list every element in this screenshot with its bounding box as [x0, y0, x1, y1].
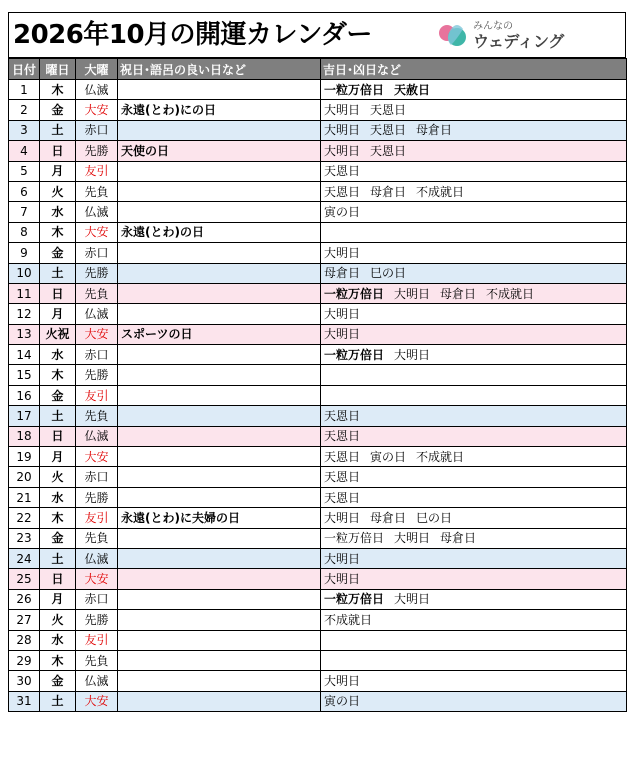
lucky-cell: [321, 650, 627, 670]
table-row: [9, 610, 627, 630]
rokuyo-cell: 大安: [76, 222, 118, 242]
holiday-cell: [118, 385, 321, 405]
day-cell: 22: [9, 508, 40, 528]
day-cell: 18: [9, 426, 40, 446]
weekday-cell: 金: [40, 528, 76, 548]
lucky-cell: [321, 345, 627, 365]
table-row: [9, 548, 627, 568]
lucky-day-label: 天恩日: [370, 103, 407, 118]
header-rokuyo: 大曜: [76, 59, 118, 80]
weekday-cell: 月: [40, 589, 76, 609]
lucky-cell: [321, 161, 627, 181]
holiday-cell: [118, 467, 321, 487]
lucky-day-label: 一粒万倍日: [324, 592, 385, 607]
holiday-cell: [118, 528, 321, 548]
lucky-cell: [321, 467, 627, 487]
holiday-cell: [118, 120, 321, 140]
holiday-cell: [118, 487, 321, 507]
table-row: [9, 120, 627, 140]
rokuyo-cell: 先勝: [76, 141, 118, 161]
calendar-table: [8, 58, 627, 712]
day-cell: 6: [9, 181, 40, 201]
lucky-day-label: 母倉日: [370, 510, 407, 525]
lucky-day-label: 母倉日: [370, 184, 407, 199]
day-cell: 17: [9, 406, 40, 426]
table-row: [9, 181, 627, 201]
lucky-day-label: 天恩日: [324, 184, 361, 199]
day-cell: 29: [9, 650, 40, 670]
header-weekday: 曜日: [40, 59, 76, 80]
header-row: [9, 59, 627, 80]
holiday-cell: [118, 569, 321, 589]
rokuyo-cell: 友引: [76, 385, 118, 405]
lucky-cell: [321, 120, 627, 140]
rokuyo-cell: 大安: [76, 324, 118, 344]
title-bar: [8, 12, 626, 58]
rokuyo-cell: 仏滅: [76, 426, 118, 446]
lucky-day-label: 大明日: [324, 327, 361, 342]
lucky-cell: [321, 283, 627, 303]
header-holiday: 祝日･語呂の良い日など: [118, 59, 321, 80]
table-row: [9, 304, 627, 324]
table-row: [9, 671, 627, 691]
lucky-cell: [321, 304, 627, 324]
day-cell: 2: [9, 100, 40, 120]
table-row: [9, 406, 627, 426]
lucky-day-label: 母倉日: [416, 123, 453, 138]
rokuyo-cell: 大安: [76, 447, 118, 467]
lucky-day-label: 一粒万倍日: [324, 82, 385, 97]
rokuyo-cell: 赤口: [76, 589, 118, 609]
lucky-cell: [321, 528, 627, 548]
rokuyo-cell: 先負: [76, 181, 118, 201]
brand-logo: [437, 19, 587, 53]
day-cell: 30: [9, 671, 40, 691]
table-row: [9, 487, 627, 507]
day-cell: 26: [9, 589, 40, 609]
table-row: [9, 528, 627, 548]
table-row: [9, 385, 627, 405]
holiday-cell: 永遠(とわ)の日: [118, 222, 321, 242]
table-row: [9, 100, 627, 120]
lucky-day-label: 不成就日: [416, 184, 465, 199]
holiday-cell: [118, 345, 321, 365]
header-lucky: 吉日･凶日など: [321, 59, 627, 80]
weekday-cell: 月: [40, 304, 76, 324]
lucky-cell: [321, 426, 627, 446]
holiday-cell: [118, 406, 321, 426]
lucky-day-label: 大明日: [394, 531, 431, 546]
rokuyo-cell: 友引: [76, 630, 118, 650]
holiday-cell: [118, 447, 321, 467]
holiday-cell: [118, 181, 321, 201]
lucky-cell: [321, 141, 627, 161]
lucky-day-label: 大明日: [324, 245, 361, 260]
day-cell: 14: [9, 345, 40, 365]
weekday-cell: 火: [40, 467, 76, 487]
table-row: [9, 222, 627, 242]
lucky-day-label: 大明日: [394, 592, 431, 607]
lucky-day-label: 天恩日: [324, 408, 361, 423]
rokuyo-cell: 仏滅: [76, 671, 118, 691]
table-row: [9, 243, 627, 263]
lucky-day-label: 天恩日: [370, 123, 407, 138]
lucky-cell: [321, 243, 627, 263]
lucky-cell: [321, 80, 627, 100]
lucky-day-label: 母倉日: [440, 531, 477, 546]
heart-logo-icon: [437, 19, 469, 51]
rokuyo-cell: 先負: [76, 650, 118, 670]
day-cell: 20: [9, 467, 40, 487]
weekday-cell: 土: [40, 263, 76, 283]
day-cell: 21: [9, 487, 40, 507]
lucky-day-label: 一粒万倍日: [324, 347, 385, 362]
lucky-day-label: 不成就日: [416, 449, 465, 464]
day-cell: 3: [9, 120, 40, 140]
table-row: [9, 467, 627, 487]
lucky-day-label: 天赦日: [394, 82, 431, 97]
lucky-day-label: 母倉日: [440, 286, 477, 301]
lucky-day-label: 寅の日: [324, 694, 361, 709]
holiday-cell: [118, 630, 321, 650]
table-row: [9, 161, 627, 181]
calendar: [8, 12, 626, 712]
holiday-cell: [118, 263, 321, 283]
day-cell: 13: [9, 324, 40, 344]
day-cell: 9: [9, 243, 40, 263]
lucky-cell: [321, 610, 627, 630]
lucky-cell: [321, 222, 627, 242]
rokuyo-cell: 先勝: [76, 263, 118, 283]
lucky-day-label: 大明日: [324, 551, 361, 566]
header-day: 日付: [9, 59, 40, 80]
lucky-day-label: 天恩日: [324, 449, 361, 464]
lucky-day-label: 大明日: [324, 572, 361, 587]
weekday-cell: 水: [40, 630, 76, 650]
day-cell: 15: [9, 365, 40, 385]
rokuyo-cell: 仏滅: [76, 304, 118, 324]
lucky-day-label: 大明日: [324, 143, 361, 158]
table-row: [9, 263, 627, 283]
holiday-cell: 永遠(とわ)に夫婦の日: [118, 508, 321, 528]
table-row: [9, 508, 627, 528]
table-row: [9, 283, 627, 303]
holiday-cell: [118, 548, 321, 568]
table-row: [9, 426, 627, 446]
table-row: [9, 691, 627, 711]
lucky-cell: [321, 487, 627, 507]
table-row: [9, 447, 627, 467]
lucky-day-label: 巳の日: [416, 510, 453, 525]
holiday-cell: [118, 650, 321, 670]
weekday-cell: 月: [40, 161, 76, 181]
weekday-cell: 日: [40, 426, 76, 446]
lucky-day-label: 大明日: [324, 306, 361, 321]
holiday-cell: スポーツの日: [118, 324, 321, 344]
lucky-cell: [321, 100, 627, 120]
rokuyo-cell: 大安: [76, 100, 118, 120]
weekday-cell: 木: [40, 650, 76, 670]
rokuyo-cell: 仏滅: [76, 80, 118, 100]
day-cell: 4: [9, 141, 40, 161]
table-row: [9, 80, 627, 100]
table-row: [9, 589, 627, 609]
day-cell: 10: [9, 263, 40, 283]
lucky-cell: [321, 202, 627, 222]
lucky-cell: [321, 691, 627, 711]
lucky-cell: [321, 630, 627, 650]
lucky-cell: [321, 365, 627, 385]
weekday-cell: 金: [40, 671, 76, 691]
rokuyo-cell: 先勝: [76, 365, 118, 385]
rokuyo-cell: 仏滅: [76, 202, 118, 222]
holiday-cell: [118, 304, 321, 324]
day-cell: 1: [9, 80, 40, 100]
rokuyo-cell: 赤口: [76, 120, 118, 140]
weekday-cell: 水: [40, 202, 76, 222]
day-cell: 24: [9, 548, 40, 568]
weekday-cell: 火: [40, 181, 76, 201]
day-cell: 5: [9, 161, 40, 181]
lucky-day-label: 天恩日: [324, 470, 361, 485]
rokuyo-cell: 友引: [76, 508, 118, 528]
day-cell: 7: [9, 202, 40, 222]
weekday-cell: 金: [40, 243, 76, 263]
lucky-day-label: 大明日: [324, 510, 361, 525]
day-cell: 16: [9, 385, 40, 405]
weekday-cell: 木: [40, 80, 76, 100]
holiday-cell: [118, 161, 321, 181]
holiday-cell: 天使の日: [118, 141, 321, 161]
weekday-cell: 火祝: [40, 324, 76, 344]
day-cell: 27: [9, 610, 40, 630]
table-row: [9, 141, 627, 161]
lucky-day-label: 天恩日: [324, 164, 361, 179]
lucky-day-label: 大明日: [324, 674, 361, 689]
lucky-cell: [321, 406, 627, 426]
lucky-day-label: 大明日: [324, 123, 361, 138]
weekday-cell: 木: [40, 508, 76, 528]
lucky-cell: [321, 263, 627, 283]
lucky-day-label: 巳の日: [370, 266, 407, 281]
logo-line1: みんなの: [473, 21, 513, 32]
table-row: [9, 569, 627, 589]
lucky-day-label: 寅の日: [324, 205, 361, 220]
lucky-cell: [321, 548, 627, 568]
rokuyo-cell: 友引: [76, 161, 118, 181]
day-cell: 25: [9, 569, 40, 589]
holiday-cell: [118, 80, 321, 100]
lucky-day-label: 大明日: [394, 286, 431, 301]
holiday-cell: [118, 589, 321, 609]
rokuyo-cell: 赤口: [76, 467, 118, 487]
lucky-day-label: 大明日: [324, 103, 361, 118]
rokuyo-cell: 先勝: [76, 487, 118, 507]
lucky-day-label: 大明日: [394, 347, 431, 362]
weekday-cell: 木: [40, 222, 76, 242]
weekday-cell: 日: [40, 141, 76, 161]
rokuyo-cell: 先負: [76, 528, 118, 548]
weekday-cell: 金: [40, 385, 76, 405]
day-cell: 11: [9, 283, 40, 303]
holiday-cell: [118, 426, 321, 446]
weekday-cell: 土: [40, 691, 76, 711]
weekday-cell: 土: [40, 406, 76, 426]
day-cell: 8: [9, 222, 40, 242]
day-cell: 19: [9, 447, 40, 467]
rokuyo-cell: 先負: [76, 283, 118, 303]
day-cell: 28: [9, 630, 40, 650]
rokuyo-cell: 先負: [76, 406, 118, 426]
holiday-cell: [118, 365, 321, 385]
lucky-day-label: 天恩日: [370, 143, 407, 158]
day-cell: 31: [9, 691, 40, 711]
lucky-cell: [321, 508, 627, 528]
weekday-cell: 火: [40, 610, 76, 630]
table-row: [9, 630, 627, 650]
lucky-cell: [321, 447, 627, 467]
lucky-cell: [321, 569, 627, 589]
lucky-cell: [321, 671, 627, 691]
rokuyo-cell: 赤口: [76, 243, 118, 263]
weekday-cell: 月: [40, 447, 76, 467]
lucky-day-label: 天恩日: [324, 490, 361, 505]
weekday-cell: 金: [40, 100, 76, 120]
lucky-cell: [321, 589, 627, 609]
holiday-cell: 永遠(とわ)にの日: [118, 100, 321, 120]
rokuyo-cell: 大安: [76, 691, 118, 711]
lucky-day-label: 不成就日: [324, 612, 373, 627]
holiday-cell: [118, 243, 321, 263]
rokuyo-cell: 先勝: [76, 610, 118, 630]
weekday-cell: 日: [40, 283, 76, 303]
lucky-day-label: 母倉日: [324, 266, 361, 281]
weekday-cell: 水: [40, 345, 76, 365]
lucky-day-label: 一粒万倍日: [324, 531, 385, 546]
lucky-day-label: 天恩日: [324, 429, 361, 444]
lucky-day-label: 一粒万倍日: [324, 286, 385, 301]
holiday-cell: [118, 610, 321, 630]
table-row: [9, 324, 627, 344]
weekday-cell: 日: [40, 569, 76, 589]
lucky-cell: [321, 181, 627, 201]
table-row: [9, 650, 627, 670]
table-row: [9, 365, 627, 385]
lucky-cell: [321, 385, 627, 405]
weekday-cell: 木: [40, 365, 76, 385]
weekday-cell: 水: [40, 487, 76, 507]
weekday-cell: 土: [40, 548, 76, 568]
holiday-cell: [118, 283, 321, 303]
table-row: [9, 202, 627, 222]
day-cell: 12: [9, 304, 40, 324]
day-cell: 23: [9, 528, 40, 548]
holiday-cell: [118, 671, 321, 691]
rokuyo-cell: 赤口: [76, 345, 118, 365]
lucky-cell: [321, 324, 627, 344]
weekday-cell: 土: [40, 120, 76, 140]
holiday-cell: [118, 691, 321, 711]
rokuyo-cell: 仏滅: [76, 548, 118, 568]
holiday-cell: [118, 202, 321, 222]
table-row: [9, 345, 627, 365]
lucky-day-label: 寅の日: [370, 449, 407, 464]
rokuyo-cell: 大安: [76, 569, 118, 589]
lucky-day-label: 不成就日: [486, 286, 535, 301]
logo-line2: ウェディング: [473, 32, 564, 51]
page-title: 2026年10月の開運カレンダー: [13, 20, 372, 50]
